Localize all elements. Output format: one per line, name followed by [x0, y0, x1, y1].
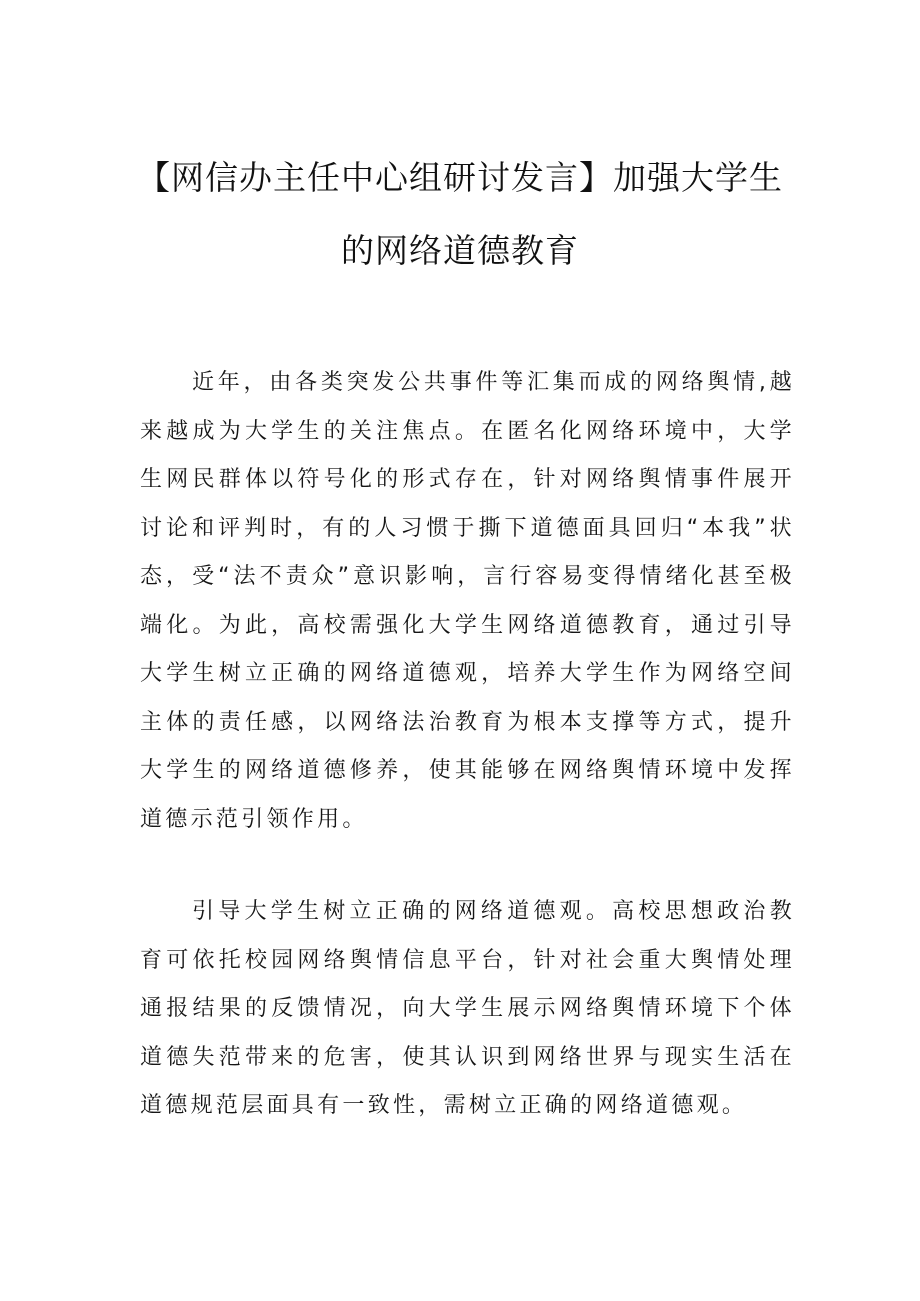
document-title-line-1: 【网信办主任中心组研讨发言】加强大学生	[137, 158, 783, 197]
document-title-line-2: 的网络道德教育	[341, 231, 579, 270]
body-paragraph-1: 近年，由各类突发公共事件等汇集而成的网络舆情,越来越成为大学生的关注焦点。在匿名化网络环境中，大学生网民群体以符号化的形式存在，针对网络舆情事件展开讨论和评判时，有的人习惯于撕下道德面具回归“本我”状态，受“法不责众”意识影响，言行容易变得情绪化甚至极端化。为此，高校需强化大学生网络道德教育，通过引导大学生树立正确的网络道德观，培养大学生作为网络空间主体的责任感，以网络法治教育为根本支撑等方式，提升大学生的网络道德修养，使其能够在网络舆情环境中发挥道德示范引领作用。	[140, 370, 795, 832]
body-paragraph-2: 引导大学生树立正确的网络道德观。高校思想政治教育可依托校园网络舆情信息平台，针对社会重大舆情处理通报结果的反馈情况，向大学生展示网络舆情环境下个体道德失范带来的危害，使其认识到网络世界与现实生活在道德规范层面具有一致性，需树立正确的网络道德观。	[140, 899, 795, 1118]
